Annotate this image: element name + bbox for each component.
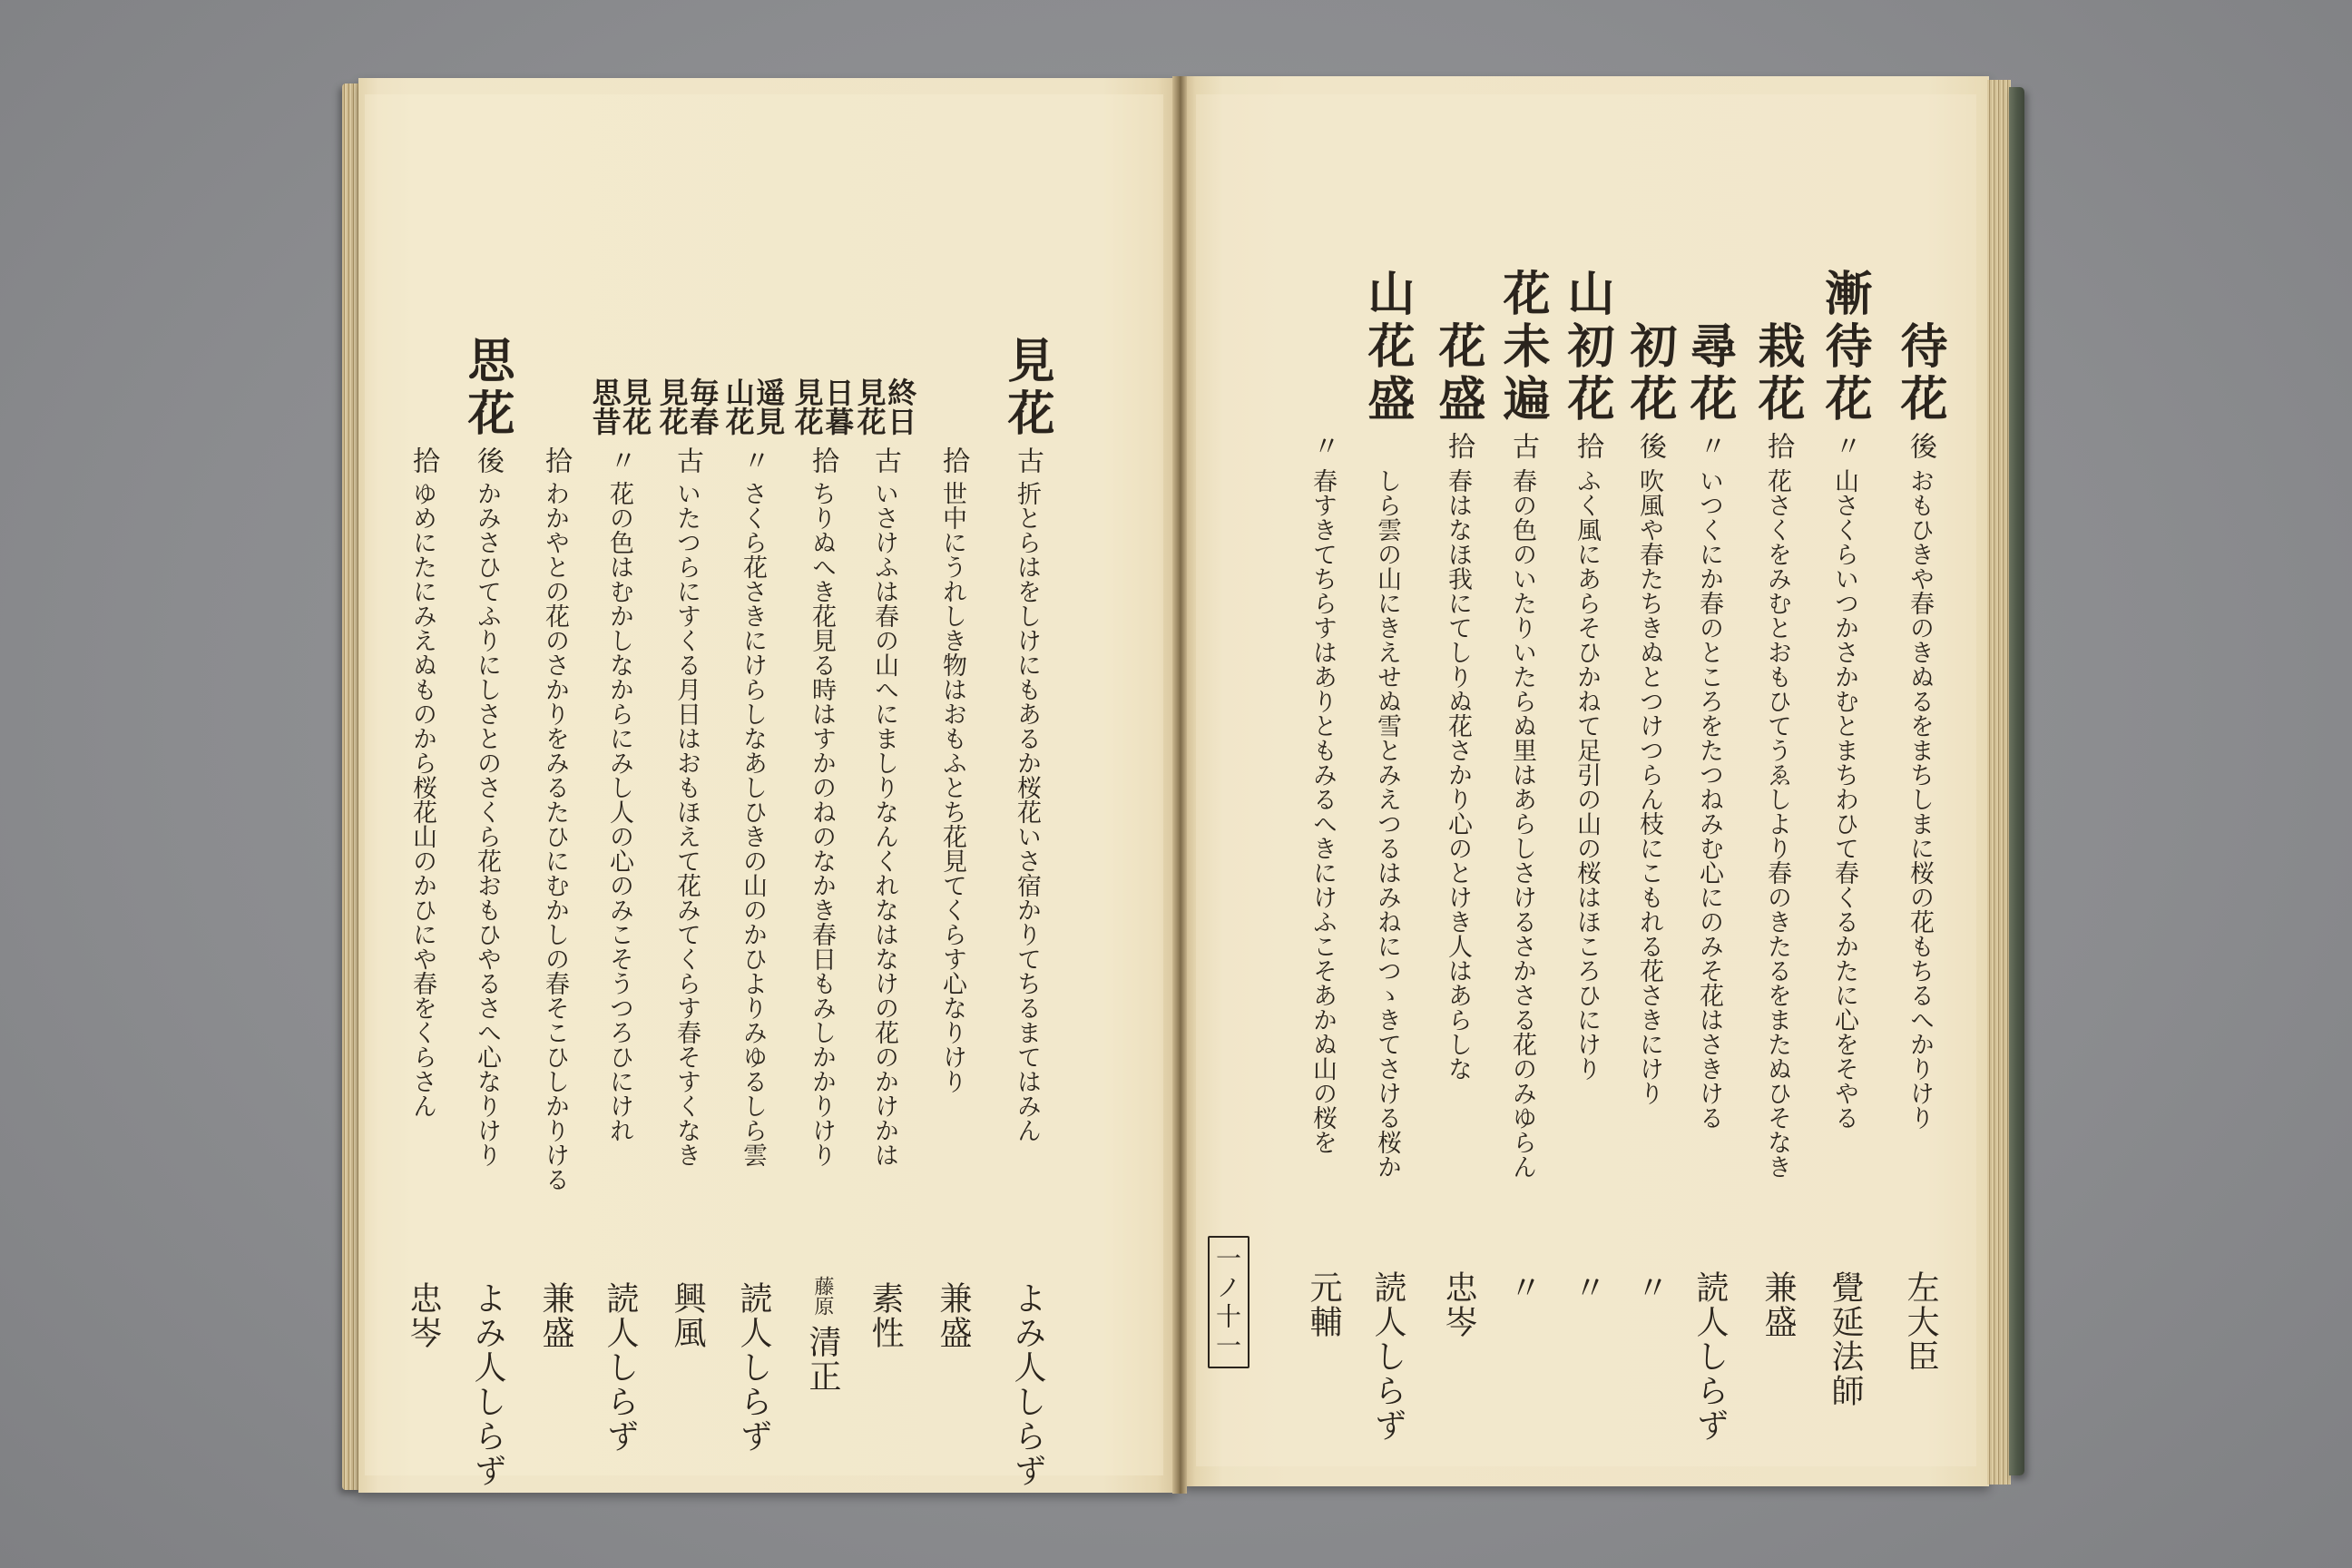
section-heading: 山花盛 — [1359, 269, 1415, 426]
poem-text: さくら花さきにけらしなあしひきの山のかひよりみゆるしら雲 — [739, 481, 767, 1167]
poem-text: 春はなほ我にてしりぬ花さかり心のとけき人はあらしな — [1444, 468, 1472, 1081]
poet-name: 興風 — [669, 1281, 706, 1350]
poet-name: 素性 — [867, 1281, 904, 1350]
poet-name: 読人しらず — [735, 1281, 772, 1454]
poet-name: 〃 — [1504, 1270, 1542, 1305]
source-mark: 古 — [671, 446, 703, 474]
source-mark: 拾 — [807, 446, 838, 474]
section-heading: 見花 — [999, 336, 1054, 441]
source-mark: 後 — [1634, 432, 1666, 459]
poet-family-name: 藤原 — [811, 1276, 834, 1316]
poem-text: おもひきや春のきぬるをまちしまに桜の花もちるへかりけり — [1906, 468, 1934, 1130]
poet-name: 〃 — [1632, 1270, 1669, 1305]
source-mark: 古 — [1012, 446, 1044, 474]
section-heading: 遥見山花 — [720, 377, 787, 436]
poem-text: 春の色のいたりいたらぬ里はあらしさけるさかさる花のみゆらん — [1508, 468, 1536, 1179]
poet-name: 兼盛 — [935, 1281, 972, 1350]
section-heading: 待花 — [1892, 321, 1947, 426]
source-mark: 拾 — [540, 446, 572, 474]
source-mark: 拾 — [407, 446, 439, 474]
poem-text: 吹風や春たちきぬとつけつらん枝にこもれる花さきにけり — [1635, 468, 1663, 1105]
poet-name: 元輔 — [1305, 1270, 1342, 1339]
source-mark: 拾 — [1762, 432, 1794, 459]
section-heading: 思花 — [459, 336, 514, 441]
section-heading: 見花思昔 — [587, 377, 653, 436]
poet-name: 読人しらず — [1691, 1270, 1729, 1443]
poem-text: 世中にうれしき物はおもふとち花見てくらす心なりけり — [938, 481, 966, 1093]
poet-name: よみ人しらず — [1009, 1281, 1046, 1488]
poet-name: 忠岑 — [1440, 1270, 1477, 1339]
source-mark: 古 — [1507, 432, 1539, 459]
section-heading: 尋花 — [1681, 321, 1737, 426]
poem-text: わかやとの花のさかりをみるたひにむかしの春そこひしかりける — [541, 481, 569, 1191]
poem-text: 山さくらいつかさかむとまちわひて春くるかたに心をそやる — [1830, 468, 1858, 1130]
poet-name: よみ人しらず — [469, 1281, 506, 1488]
poet-name: 忠岑 — [405, 1281, 442, 1350]
source-mark: 後 — [1905, 432, 1936, 459]
source-mark: 拾 — [1572, 432, 1603, 459]
section-heading: 山初花 — [1559, 269, 1614, 426]
folio-number: 一ノ十一 — [1212, 1245, 1242, 1361]
poem-text: 折とらはをしけにもあるか桜花いさ宿かりてちるまてはみん — [1013, 481, 1041, 1142]
section-heading: 漸待花 — [1817, 269, 1872, 426]
source-mark: 〃 — [1829, 432, 1861, 459]
section-heading: 花盛 — [1430, 321, 1485, 426]
poem-text: ふく風にあらそひかねて足引の山の桜はほころひにけり — [1573, 468, 1601, 1081]
poem-text: 花さくをみむとおもひてうゑしより春のきたるをまたぬひそなき — [1763, 468, 1791, 1179]
source-mark: 〃 — [738, 446, 769, 474]
poet-name: 兼盛 — [537, 1281, 574, 1350]
poem-text: ゆめにたにみえぬものから桜花山のかひにや春をくらさん — [408, 481, 436, 1118]
poem-text: しら雲の山にきえせぬ雪とみえつるはみねにつゝきてさける桜か — [1373, 468, 1401, 1179]
section-heading: 栽花 — [1749, 321, 1805, 426]
source-mark: 後 — [472, 446, 504, 474]
poet-name: 清正 — [804, 1325, 841, 1394]
poet-name: 左大臣 — [1902, 1270, 1939, 1374]
source-mark: 拾 — [1443, 432, 1475, 459]
source-mark: 〃 — [1694, 432, 1726, 459]
poet-name: 兼盛 — [1759, 1270, 1797, 1339]
poet-name: 覺延法師 — [1827, 1270, 1864, 1408]
poem-text: いつくにか春のところをたつねみむ心にのみそ花はさきける — [1695, 468, 1723, 1130]
source-mark: 〃 — [1308, 432, 1339, 459]
section-heading: 日暮見花 — [789, 377, 856, 436]
source-mark: 古 — [869, 446, 901, 474]
section-heading: 終日見花 — [852, 377, 918, 436]
section-heading: 毎春見花 — [654, 377, 720, 436]
source-mark: 〃 — [604, 446, 636, 474]
poem-text: いさけふは春の山へにましりなんくれなはなけの花のかけかは — [870, 481, 898, 1167]
poem-text: かみさひてふりにしさとのさくら花おもひやるさへ心なりけり — [473, 481, 501, 1167]
poet-name: 読人しらず — [602, 1281, 639, 1454]
poem-text: ちりぬへき花見る時はすかのねのなかき春日もみしかかりけり — [808, 481, 836, 1167]
section-heading: 初花 — [1622, 321, 1677, 426]
poet-name: 読人しらず — [1369, 1270, 1406, 1443]
poem-text: 春すきてちらすはありともみるへきにけふこそあかぬ山の桜を — [1308, 468, 1337, 1154]
poem-text: いたつらにすくる月日はおもほえて花みてくらす春そすくなき — [672, 481, 701, 1167]
section-heading: 花未遍 — [1494, 269, 1550, 426]
poet-name: 〃 — [1569, 1270, 1606, 1305]
source-mark: 拾 — [937, 446, 969, 474]
poem-text: 花の色はむかしなからにみし人の心のみこそうつろひにけれ — [605, 481, 633, 1142]
